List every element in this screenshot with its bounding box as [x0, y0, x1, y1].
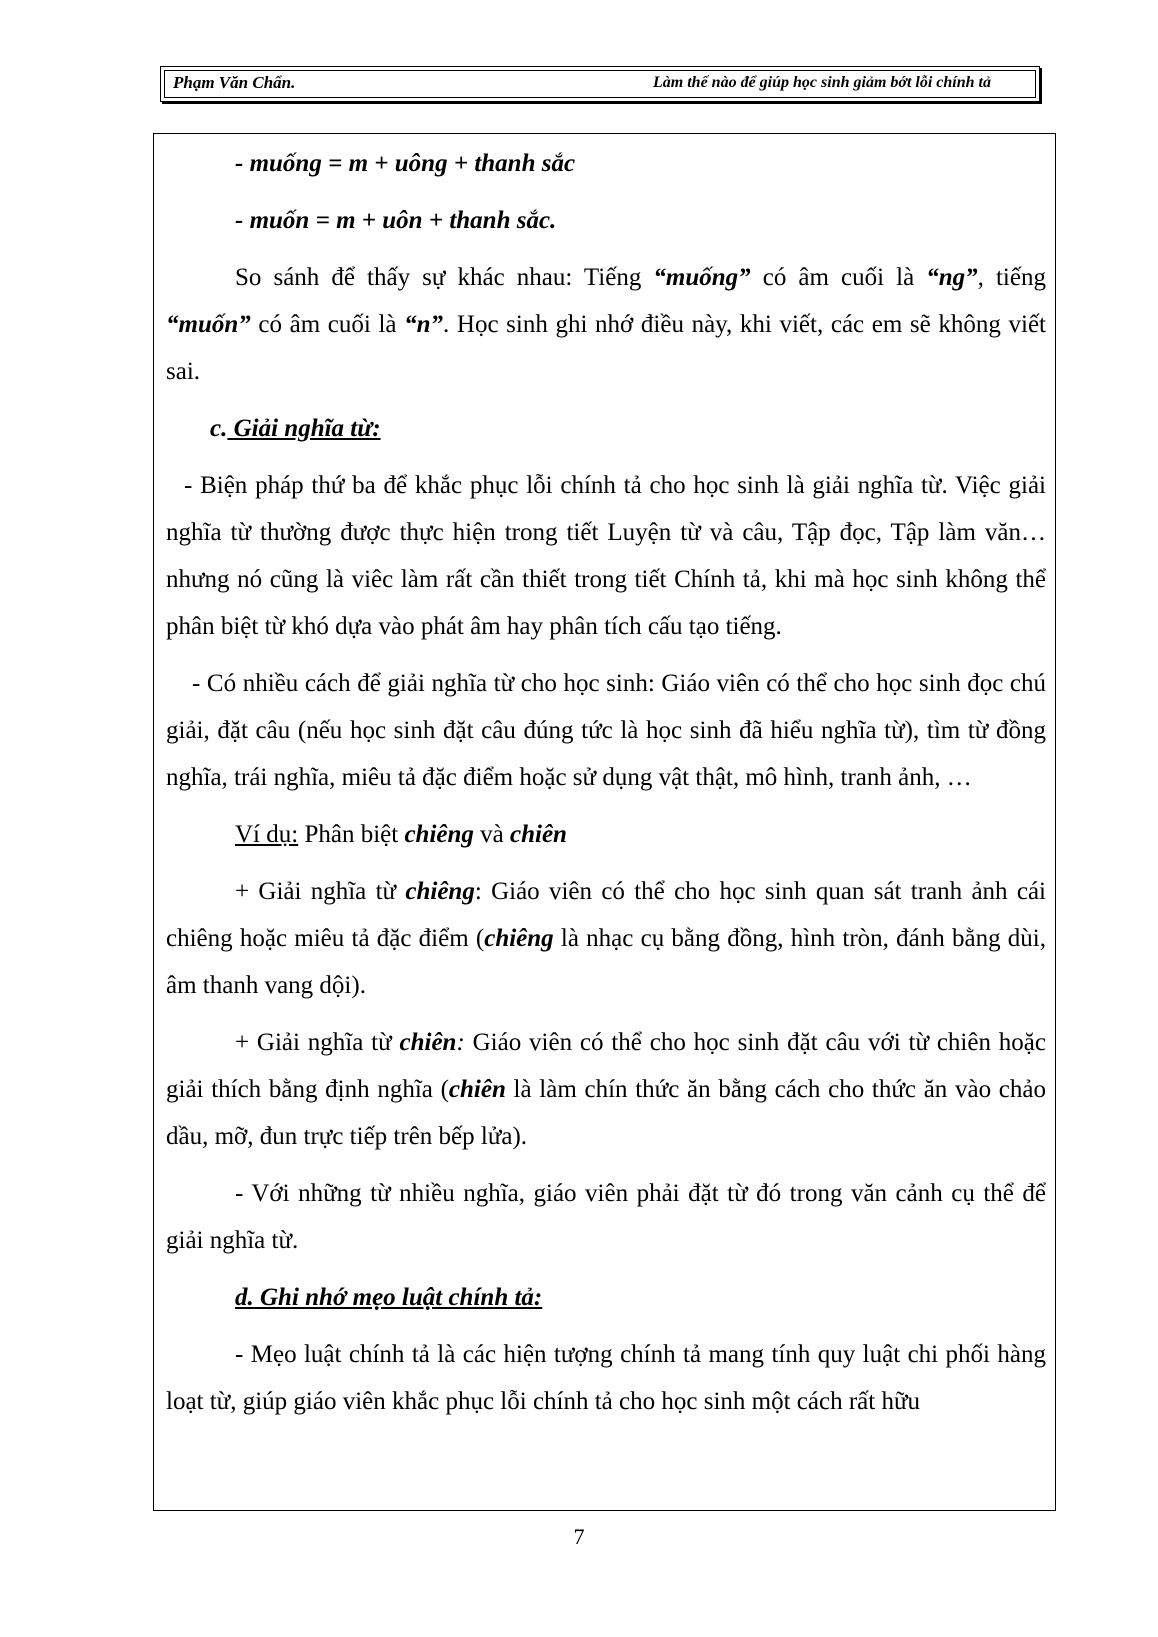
word-chieng: chiêng [484, 925, 554, 952]
word-chien: chiên [448, 1076, 506, 1103]
text: là nhạc cụ bằng đồng, hình tròn, đánh bằng dùi, âm thanh vang dội). [166, 925, 1046, 999]
word-chieng: chiêng [405, 878, 475, 905]
word-muong: “muống” [653, 264, 751, 291]
section-c-prefix: c. [210, 415, 228, 442]
text: Giáo viên có thể cho học sinh đặt câu với từ chiên hoặc giải thích bằng định nghĩa ( [166, 1029, 1046, 1103]
text: có âm cuối là [250, 311, 405, 338]
formula-muong: - muống = m + uông + thanh sắc [235, 150, 576, 177]
text: Phân biệt [298, 821, 405, 848]
word-n: “n” [404, 311, 444, 338]
paragraph-multi-meaning: - Với những từ nhiều nghĩa, giáo viên phải đặt từ đó trong văn cảnh cụ thể để giải nghĩa từ. [166, 1180, 1046, 1254]
section-c-title: Giải nghĩa từ: [227, 415, 381, 442]
text: , tiếng [977, 264, 1046, 291]
page-number: 7 [573, 1524, 585, 1549]
paragraph-c2: - Có nhiều cách để giải nghĩa từ cho học sinh: Giáo viên có thể cho học sinh đọc chú giải, đặt câu (nếu học sinh đặt câu đúng tức là học sinh đã hiểu nghĩa từ), tìm từ đồng nghĩa, trái nghĩa, miêu tả đặc điểm hoặc sử dụng vật thật, mô hình, tranh ảnh, … [166, 670, 1046, 791]
word-muon: “muốn” [166, 311, 251, 338]
page-header [160, 66, 1040, 102]
paragraph-d1: - Mẹo luật chính tả là các hiện tượng chính tả mang tính quy luật chi phối hàng loạt từ, giúp giáo viên khắc phục lỗi chính tả cho học sinh một cách rất hữu [166, 1341, 1046, 1415]
paragraph-chieng [166, 868, 1046, 1009]
paragraph-chien [166, 1019, 1046, 1160]
example-label: Ví dụ: [235, 821, 299, 848]
word-chieng: chiêng [404, 821, 474, 848]
text: So sánh để thấy sự khác nhau: Tiếng [235, 264, 654, 291]
formula-muon: - muốn = m + uôn + thanh sắc. [235, 207, 557, 234]
header-title: Làm thế nào để giúp học sinh giảm bớt lỗi chính tả [653, 74, 991, 91]
text: : [456, 1029, 465, 1056]
text: là làm chín thức ăn bằng cách cho thức ăn vào chảo dầu, mỡ, đun trực tiếp trên bếp lửa). [166, 1076, 1047, 1150]
section-c-heading [166, 405, 1046, 452]
compare-paragraph [166, 254, 1046, 395]
text: + Giải nghĩa từ [235, 1029, 400, 1056]
word-ng: “ng” [926, 264, 978, 291]
text: . Học sinh ghi nhớ điều này, khi viết, các em sẽ không viết sai. [166, 311, 1046, 385]
word-chien: chiên [510, 821, 567, 848]
section-d-heading: d. Ghi nhớ mẹo luật chính tả: [235, 1284, 543, 1311]
example-line [166, 811, 1046, 858]
document-body [166, 140, 1046, 1435]
text: : Giáo viên có thể cho học sinh quan sát tranh ảnh cái chiêng hoặc miêu tả đặc điểm ( [166, 878, 1046, 952]
text: + Giải nghĩa từ [235, 878, 406, 905]
header-author: Phạm Văn Chẩn. [173, 73, 296, 92]
text: và [473, 821, 511, 848]
text: có âm cuối là [750, 264, 927, 291]
word-chien: chiên [399, 1029, 457, 1056]
paragraph-c1: - Biện pháp thứ ba để khắc phục lỗi chính tả cho học sinh là giải nghĩa từ. Việc giải nghĩa từ thường được thực hiện trong tiết Luyện từ và câu, Tập đọc, Tập làm văn… nhưng nó cũng là viêc làm rất cần thiết trong tiết Chính tả, khi mà học sinh không thể phân biệt từ khó dựa vào phát âm hay phân tích cấu tạo tiếng. [166, 472, 1046, 640]
